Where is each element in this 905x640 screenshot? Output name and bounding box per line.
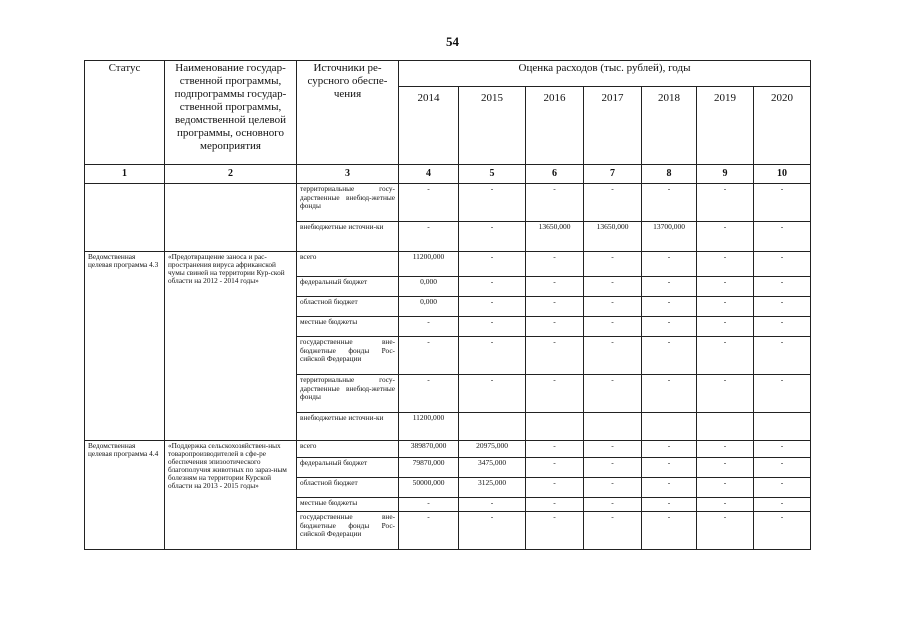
column-number: 6 — [526, 165, 584, 184]
header-year: 2015 — [459, 87, 526, 165]
value-cell: - — [459, 498, 526, 512]
value-cell: 20975,000 — [459, 441, 526, 458]
value-cell: - — [584, 458, 642, 478]
value-cell: - — [754, 512, 811, 550]
value-cell: 13650,000 — [526, 222, 584, 252]
value-cell: - — [584, 375, 642, 413]
value-cell: - — [399, 375, 459, 413]
source-cell: внебюджетные источни-ки — [297, 222, 399, 252]
value-cell: - — [754, 277, 811, 297]
value-cell: - — [697, 184, 754, 222]
value-cell: - — [526, 277, 584, 297]
value-cell: - — [642, 337, 697, 375]
value-cell: - — [526, 317, 584, 337]
expense-table — [84, 60, 811, 550]
value-cell — [459, 413, 526, 441]
value-cell: - — [584, 297, 642, 317]
value-cell: - — [399, 337, 459, 375]
value-cell: - — [526, 337, 584, 375]
value-cell: - — [754, 297, 811, 317]
value-cell: - — [459, 297, 526, 317]
value-cell: - — [399, 184, 459, 222]
value-cell: - — [754, 184, 811, 222]
source-cell: государственные вне-бюджетные фонды Рос-сийской Федерации — [297, 512, 399, 550]
value-cell: - — [642, 184, 697, 222]
source-cell: областной бюджет — [297, 297, 399, 317]
program-status: Ведомственная целевая программа 4.4 — [85, 441, 165, 550]
value-cell: - — [526, 252, 584, 277]
value-cell: - — [754, 337, 811, 375]
column-number: 2 — [165, 165, 297, 184]
value-cell: - — [526, 184, 584, 222]
header-sources: Источники ре-сурсного обеспе-чения — [297, 61, 399, 165]
value-cell: - — [697, 252, 754, 277]
value-cell: - — [526, 458, 584, 478]
value-cell: - — [459, 277, 526, 297]
table-row — [85, 184, 811, 222]
source-cell: местные бюджеты — [297, 498, 399, 512]
column-number: 3 — [297, 165, 399, 184]
source-cell: областной бюджет — [297, 478, 399, 498]
header-year: 2014 — [399, 87, 459, 165]
value-cell: - — [642, 458, 697, 478]
value-cell: - — [584, 512, 642, 550]
value-cell: - — [697, 458, 754, 478]
program-name: «Предотвращение заноса и рас-пространения вируса африканской чумы свиней на территории Кур-ской области на 2012 - 2014 годы» — [165, 252, 297, 441]
value-cell: - — [642, 478, 697, 498]
value-cell: - — [754, 317, 811, 337]
value-cell: - — [642, 512, 697, 550]
value-cell: - — [642, 252, 697, 277]
value-cell: - — [697, 375, 754, 413]
column-number: 5 — [459, 165, 526, 184]
value-cell: - — [584, 317, 642, 337]
value-cell: - — [697, 498, 754, 512]
value-cell: - — [459, 375, 526, 413]
value-cell: - — [642, 375, 697, 413]
value-cell: - — [697, 297, 754, 317]
header-year: 2016 — [526, 87, 584, 165]
source-cell: местные бюджеты — [297, 317, 399, 337]
value-cell: 0,000 — [399, 297, 459, 317]
program-status: Ведомственная целевая программа 4.3 — [85, 252, 165, 441]
value-cell: 11200,000 — [399, 252, 459, 277]
value-cell: 3125,000 — [459, 478, 526, 498]
value-cell: - — [584, 277, 642, 297]
value-cell — [642, 413, 697, 441]
empty-name-cell — [165, 184, 297, 252]
value-cell: - — [459, 337, 526, 375]
value-cell: - — [584, 478, 642, 498]
value-cell: 13700,000 — [642, 222, 697, 252]
source-cell: всего — [297, 252, 399, 277]
value-cell: - — [584, 441, 642, 458]
value-cell: - — [459, 512, 526, 550]
value-cell: - — [526, 297, 584, 317]
value-cell: 50000,000 — [399, 478, 459, 498]
program-name: «Поддержка сельскохозяйствен-ных товаропроизводителей в сфе-ре обеспечения эпизоотического благополучия животных по зараз-ным болезням на территории Курской области на 2013 - 2015 годы» — [165, 441, 297, 550]
value-cell: - — [584, 184, 642, 222]
header-year: 2020 — [754, 87, 811, 165]
value-cell: - — [642, 441, 697, 458]
value-cell — [754, 413, 811, 441]
table-row — [85, 441, 811, 458]
value-cell: 3475,000 — [459, 458, 526, 478]
value-cell: - — [399, 317, 459, 337]
value-cell: - — [754, 441, 811, 458]
value-cell — [526, 413, 584, 441]
value-cell: - — [459, 252, 526, 277]
value-cell: - — [399, 512, 459, 550]
header-costs: Оценка расходов (тыс. рублей), годы — [399, 61, 811, 87]
value-cell: - — [754, 375, 811, 413]
value-cell: - — [642, 317, 697, 337]
value-cell: - — [459, 317, 526, 337]
value-cell: 11200,000 — [399, 413, 459, 441]
value-cell: - — [697, 277, 754, 297]
column-number: 4 — [399, 165, 459, 184]
source-cell: территориальные госу-дарственные внебюд-жетные фонды — [297, 184, 399, 222]
header-year: 2018 — [642, 87, 697, 165]
source-cell: всего — [297, 441, 399, 458]
value-cell: 79870,000 — [399, 458, 459, 478]
value-cell: - — [754, 478, 811, 498]
value-cell: - — [642, 498, 697, 512]
value-cell: 0,000 — [399, 277, 459, 297]
value-cell: - — [754, 252, 811, 277]
value-cell: - — [399, 222, 459, 252]
column-number: 7 — [584, 165, 642, 184]
value-cell: - — [697, 478, 754, 498]
value-cell: - — [754, 458, 811, 478]
value-cell: - — [584, 498, 642, 512]
value-cell: - — [526, 478, 584, 498]
empty-status-cell — [85, 184, 165, 252]
value-cell: - — [697, 337, 754, 375]
value-cell: - — [754, 222, 811, 252]
source-cell: федеральный бюджет — [297, 458, 399, 478]
value-cell: - — [697, 441, 754, 458]
value-cell: - — [526, 498, 584, 512]
value-cell: - — [697, 222, 754, 252]
value-cell: - — [459, 184, 526, 222]
value-cell: - — [526, 512, 584, 550]
value-cell: - — [754, 498, 811, 512]
value-cell: - — [642, 297, 697, 317]
column-number: 9 — [697, 165, 754, 184]
column-number: 8 — [642, 165, 697, 184]
value-cell: 13650,000 — [584, 222, 642, 252]
header-year: 2019 — [697, 87, 754, 165]
column-number: 10 — [754, 165, 811, 184]
value-cell: - — [584, 337, 642, 375]
table-row — [85, 252, 811, 277]
header-status: Статус — [85, 61, 165, 165]
value-cell: - — [642, 277, 697, 297]
value-cell: - — [526, 441, 584, 458]
value-cell: 389870,000 — [399, 441, 459, 458]
source-cell: территориальные госу-дарственные внебюд-жетные фонды — [297, 375, 399, 413]
header-name: Наименование государ-ственной программы, подпрограммы государ-ственной программы, ведомственной целевой программы, основного мероприятия — [165, 61, 297, 165]
value-cell: - — [399, 498, 459, 512]
value-cell — [697, 413, 754, 441]
header-year: 2017 — [584, 87, 642, 165]
source-cell: внебюджетные источни-ки — [297, 413, 399, 441]
value-cell: - — [697, 512, 754, 550]
source-cell: федеральный бюджет — [297, 277, 399, 297]
value-cell: - — [459, 222, 526, 252]
column-number: 1 — [85, 165, 165, 184]
value-cell: - — [584, 252, 642, 277]
source-cell: государственные вне-бюджетные фонды Рос-сийской Федерации — [297, 337, 399, 375]
value-cell — [584, 413, 642, 441]
page-number: 54 — [446, 34, 459, 49]
value-cell: - — [697, 317, 754, 337]
value-cell: - — [526, 375, 584, 413]
